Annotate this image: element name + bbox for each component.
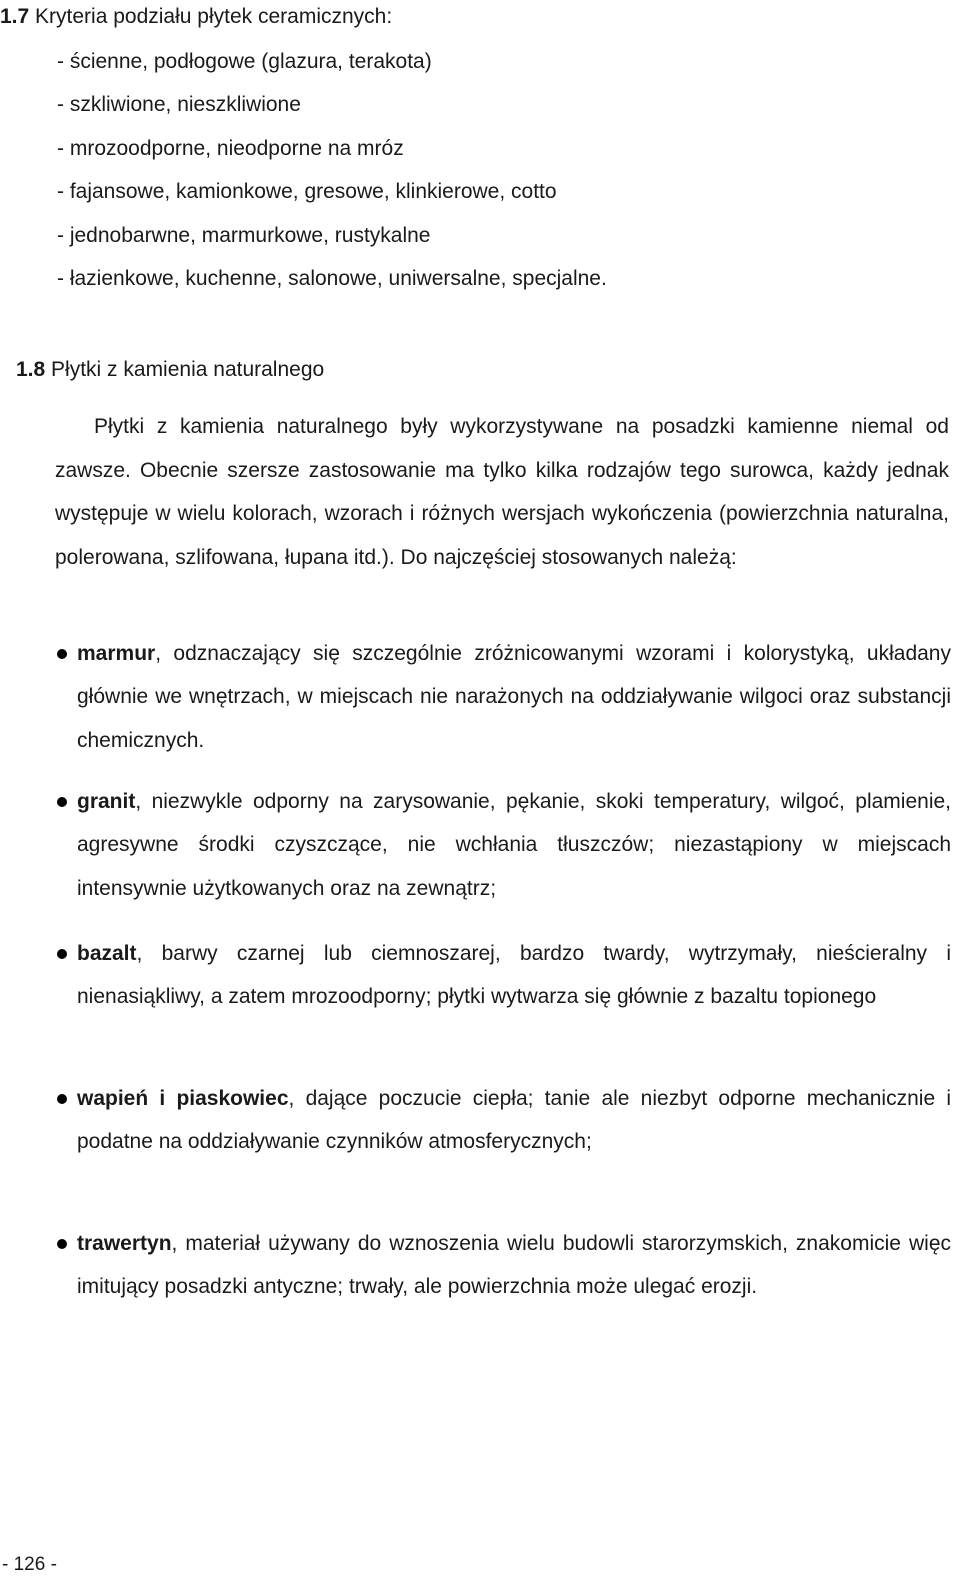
stone-text [77,780,951,910]
stone-description: , barwy czarnej lub ciemnoszarej, bardzo twardy, wytrzymały, nieścieralny i nienasiąkliwy, a zatem mrozoodporny; płytki wytwarza się głównie z bazaltu topionego [77,942,951,1009]
page-number: - 126 - [2,1554,57,1575]
stone-text [77,1077,951,1164]
bullet-icon [55,1222,77,1309]
stone-description: , niezwykle odporny na zarysowanie, pękanie, skoki temperatury, wilgoć, plamienie, agresywne środki czyszczące, nie wchłania tłuszczów; niezastąpiony w miejscach intensywnie użytkowanych oraz na zewnątrz; [77,790,951,900]
stone-description: , materiał używany do wznoszenia wielu budowli starorzymskich, znakomicie więc imitujący posadzki antyczne; trwały, ale powierzchnia może ulegać erozji. [77,1232,951,1299]
intro-paragraph: Płytki z kamienia naturalnego były wykorzystywane na posadzki kamienne niemal od zawsze. Obecnie szersze zastosowanie ma tylko kilka rodzajów tego surowca, każdy jednak występuje w wielu kolorach, wzorach i różnych wersjach wykończenia (powierzchnia naturalna, polerowana, szlifowana, łupana itd.). Do najczęściej stosowanych należą: [55,415,949,569]
bullet-icon [55,1077,77,1164]
bullet-icon [55,780,77,910]
criteria-item: - łazienkowe, kuchenne, salonowe, uniwersalne, specjalne. [57,267,607,291]
criteria-item: - szkliwione, nieszkliwione [57,93,301,117]
section-title: Kryteria podziału płytek ceramicznych: [35,5,393,28]
section-number: 1.7 [0,5,30,28]
section-title: Płytki z kamienia naturalnego [51,358,325,381]
stone-item-marmur [55,632,951,762]
stone-description: , dające poczucie ciepła; tanie ale niezbyt odporne mechanicznie i podatne na oddziaływanie czynników atmosferycznych; [77,1087,951,1154]
stone-name: wapień i piaskowiec [77,1087,289,1110]
stone-item-granit [55,780,951,910]
criteria-item: - ścienne, podłogowe (glazura, terakota) [57,50,432,73]
bullet-icon [55,632,77,762]
stone-name: bazalt [77,942,137,965]
criteria-item: - jednobarwne, marmurkowe, rustykalne [57,223,431,247]
stone-item-wapien-piaskowiec [55,1077,951,1164]
section-heading-1-7 [0,4,392,30]
stone-description: , odznaczający się szczególnie zróżnicowanymi wzorami i kolorystyką, układany głównie we wnętrzach, w miejscach nie narażonych na oddziaływanie wilgoci oraz substancji chemicznych. [77,642,951,752]
stone-item-trawertyn [55,1222,951,1309]
stone-name: granit [77,790,136,813]
stone-text [77,932,951,1019]
criteria-item: - fajansowe, kamionkowe, gresowe, klinkierowe, cotto [57,180,557,204]
criteria-list [57,40,607,300]
bullet-icon [55,932,77,1019]
stone-name: marmur [77,642,156,665]
stone-text [77,632,951,762]
stone-text [77,1222,951,1309]
section-heading-1-8 [16,357,324,383]
section-number: 1.8 [16,358,46,381]
stone-name: trawertyn [77,1232,172,1255]
criteria-item: - mrozoodporne, nieodporne na mróz [57,136,404,160]
stone-item-bazalt [55,932,951,1019]
